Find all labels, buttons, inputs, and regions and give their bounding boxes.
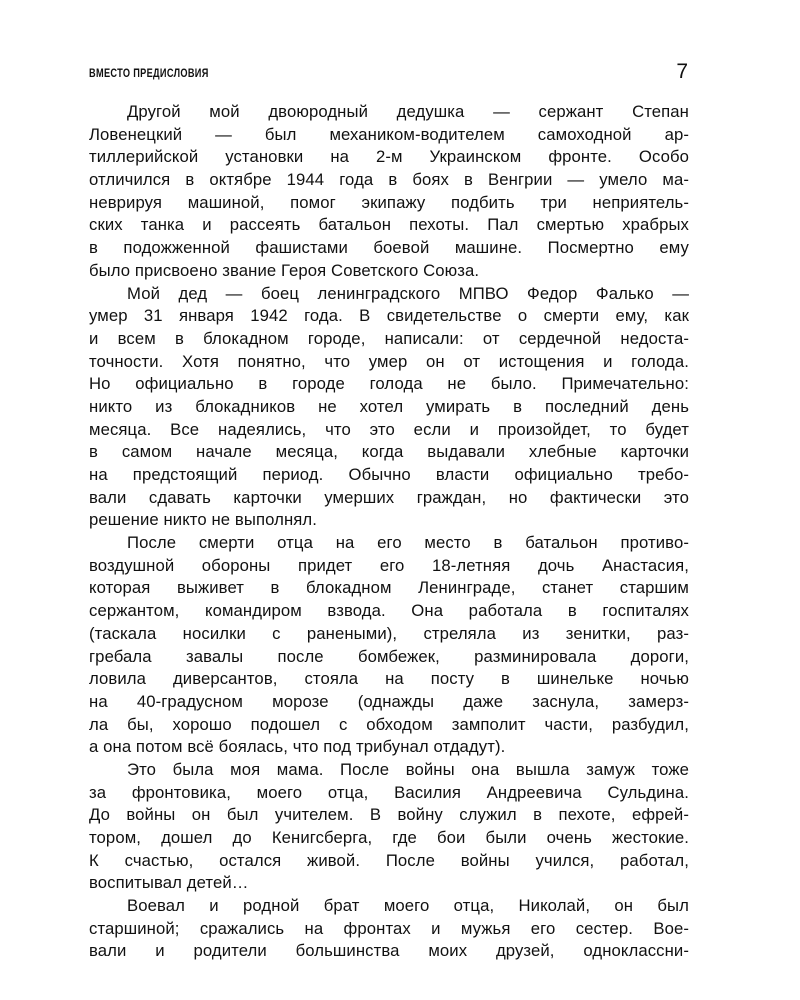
text-line: Но официально в городе голода не было. Примечательно: (89, 374, 689, 394)
text-line: которая выживет в блокадном Ленинграде, станет старшим (89, 578, 689, 598)
text-line: вали и родители большинства моих друзей, одноклассни- (89, 941, 689, 961)
text-line: (таскала носилки с ранеными), стреляла из зенитки, раз- (89, 623, 689, 643)
paragraph (89, 101, 689, 283)
text-line: До войны он был учителем. В войну служил в пехоте, ефрей- (89, 805, 689, 825)
page-number: 7 (676, 60, 688, 83)
running-head: ВМЕСТО ПРЕДИСЛОВИЯ (89, 68, 209, 80)
text-line: ловила диверсантов, стояла на посту в шинельке ночью (89, 669, 689, 689)
text-line: неврируя машиной, помог экипажу подбить три неприятель- (89, 192, 689, 212)
text-line: Ловенецкий — был механиком-водителем самоходной ар- (89, 124, 689, 144)
text-line: сержантом, командиром взвода. Она работала в госпиталях (89, 601, 689, 621)
text-line: ла бы, хорошо подошел с обходом замполит части, разбудил, (89, 714, 689, 734)
text-line: было присвоено звание Героя Советского Союза. (89, 260, 480, 280)
text-line: Мой дед — боец ленинградского МПВО Федор Фалько — (127, 283, 689, 303)
text-line: тиллерийской установки на 2-м Украинском фронте. Особо (89, 147, 689, 167)
paragraph (89, 895, 689, 963)
text-line: ских танка и рассеять батальон пехоты. Пал смертью храбрых (89, 215, 689, 235)
text-line: гребала завалы после бомбежек, разминировала дороги, (89, 646, 689, 666)
text-line: решение никто не выполнял. (89, 510, 317, 530)
text-line: в самом начале месяца, когда выдавали хлебные карточки (89, 442, 689, 462)
text-line: отличился в октябре 1944 года в боях в Венгрии — умело ма- (89, 170, 689, 190)
text-line: Воевал и родной брат моего отца, Николай, он был (127, 896, 689, 916)
text-line: а она потом всё боялась, что под трибунал отдадут). (89, 737, 506, 757)
text-line: тором, дошел до Кенигсберга, где бои были очень жестокие. (89, 828, 689, 847)
text-line: в подожженной фашистами боевой машине. Посмертно ему (89, 238, 689, 258)
text-line: Это была моя мама. После войны она вышла замуж тоже (127, 759, 689, 779)
text-line: за фронтовика, моего отца, Василия Андреевича Сульдина. (89, 782, 689, 802)
text-line: никто из блокадников не хотел умирать в последний день (89, 396, 689, 416)
paragraph (89, 532, 689, 759)
text-line: воспитывал детей… (89, 873, 249, 893)
text-line: месяца. Все надеялись, что это если и произойдет, то будет (89, 419, 689, 439)
text-line: на 40-градусном морозе (однажды даже заснула, замерз- (89, 691, 689, 711)
text-line: точности. Хотя понятно, что умер он от истощения и голода. (89, 351, 689, 371)
text-line: После смерти отца на его место в батальон противо- (127, 533, 689, 553)
text-line: Другой мой двоюродный дедушка — сержант Степан (127, 102, 689, 121)
text-line: воздушной обороны придет его 18-летняя дочь Анастасия, (89, 555, 689, 575)
text-line: вали сдавать карточки умерших граждан, но фактически это (89, 487, 689, 507)
text-line: умер 31 января 1942 года. В свидетельстве о смерти ему, как (89, 306, 689, 326)
paragraph (89, 759, 689, 895)
body-text (89, 101, 689, 963)
paragraph (89, 283, 689, 533)
text-line: старшиной; сражались на фронтах и мужья его сестер. Вое- (89, 918, 689, 938)
text-line: на предстоящий период. Обычно власти официально требо- (89, 465, 689, 484)
text-line: К счастью, остался живой. После войны учился, работал, (89, 850, 689, 870)
text-line: и всем в блокадном городе, написали: от сердечной недоста- (89, 328, 689, 348)
